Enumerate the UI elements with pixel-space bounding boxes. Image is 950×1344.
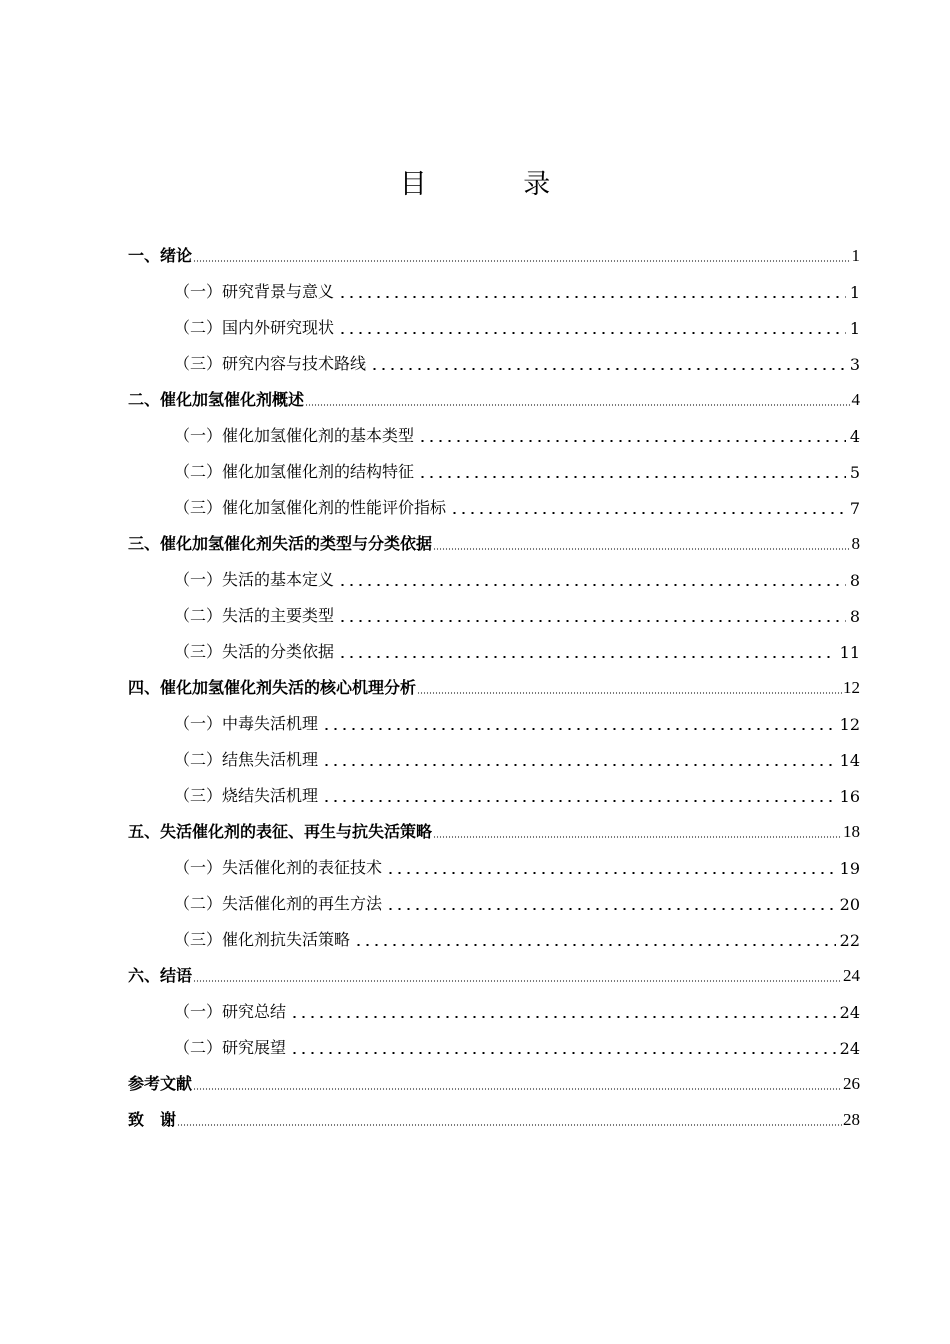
- toc-entry[interactable]: [128, 704, 860, 740]
- toc-page-number: 4: [849, 427, 860, 446]
- toc-dot-leader: [416, 440, 846, 442]
- toc-page-number: 18: [843, 822, 860, 841]
- toc-dot-leader: [433, 548, 850, 550]
- toc-entry[interactable]: [128, 884, 860, 920]
- toc-dot-leader: [433, 836, 842, 838]
- toc-entry-label: （一）研究背景与意义: [174, 282, 335, 301]
- toc-page-number: 8: [849, 607, 860, 626]
- toc-dot-leader: [320, 800, 836, 802]
- toc-entry-label: （二）研究展望: [174, 1038, 287, 1057]
- toc-page-number: 24: [843, 966, 860, 985]
- toc-dot-leader: [177, 1124, 842, 1126]
- toc-page-number: 3: [849, 355, 860, 374]
- toc-entry[interactable]: [128, 1100, 860, 1136]
- toc-dot-leader: [193, 1088, 842, 1090]
- toc-dot-leader: [193, 980, 842, 982]
- toc-entry-label: （一）失活催化剂的表征技术: [174, 858, 383, 877]
- toc-page-number: 5: [849, 463, 860, 482]
- toc-dot-leader: [416, 476, 846, 478]
- toc-entry-label: 一、绪论: [128, 246, 193, 265]
- toc-dot-leader: [320, 764, 836, 766]
- toc-entry-label: （三）催化剂抗失活策略: [174, 930, 351, 949]
- toc-entry[interactable]: [128, 596, 860, 632]
- toc-dot-leader: [352, 944, 836, 946]
- toc-entry-label: （二）失活的主要类型: [174, 606, 335, 625]
- toc-dot-leader: [368, 368, 846, 370]
- toc-entry[interactable]: [128, 272, 860, 308]
- toc-entry[interactable]: [128, 560, 860, 596]
- toc-entry[interactable]: [128, 740, 860, 776]
- toc-entry-label: 六、结语: [128, 966, 193, 985]
- toc-entry-label: （一）中毒失活机理: [174, 714, 319, 733]
- toc-page-number: 8: [851, 534, 860, 553]
- toc-entry-label: （三）烧结失活机理: [174, 786, 319, 805]
- toc-entry-label: （二）国内外研究现状: [174, 318, 335, 337]
- toc-entry-label: 三、催化加氢催化剂失活的类型与分类依据: [128, 534, 433, 553]
- toc-entry-label: （一）失活的基本定义: [174, 570, 335, 589]
- toc-entry-label: 参考文献: [128, 1074, 193, 1093]
- toc-entry[interactable]: [128, 524, 860, 560]
- toc-entry[interactable]: [128, 236, 860, 272]
- toc-page-number: 14: [839, 751, 860, 770]
- toc-page-number: 16: [839, 787, 860, 806]
- toc-page-number: 22: [839, 931, 860, 950]
- toc-entry-label: （一）研究总结: [174, 1002, 287, 1021]
- toc-entry-label: （二）失活催化剂的再生方法: [174, 894, 383, 913]
- toc-entry-label: 四、催化加氢催化剂失活的核心机理分析: [128, 678, 417, 697]
- toc-dot-leader: [336, 584, 846, 586]
- toc-dot-leader: [384, 872, 836, 874]
- toc-entry[interactable]: [128, 668, 860, 704]
- toc-entry[interactable]: [128, 1028, 860, 1064]
- toc-dot-leader: [193, 260, 850, 262]
- toc-entry[interactable]: [128, 1064, 860, 1100]
- toc-page-number: 1: [849, 283, 860, 302]
- toc-page-number: 24: [839, 1039, 860, 1058]
- toc-entry-label: （三）催化加氢催化剂的性能评价指标: [174, 498, 447, 517]
- toc-page-number: 28: [843, 1110, 860, 1129]
- toc-page-number: 24: [839, 1003, 860, 1022]
- toc-entry[interactable]: [128, 812, 860, 848]
- toc-page-number: 26: [843, 1074, 860, 1093]
- toc-page-number: 1: [851, 246, 860, 265]
- toc-entry[interactable]: [128, 632, 860, 668]
- toc-page-number: 20: [839, 895, 860, 914]
- toc-dot-leader: [288, 1016, 836, 1018]
- toc-entry[interactable]: [128, 920, 860, 956]
- toc-entry-label: 五、失活催化剂的表征、再生与抗失活策略: [128, 822, 433, 841]
- toc-page-number: 12: [843, 678, 860, 697]
- toc-entry[interactable]: [128, 344, 860, 380]
- toc-entry[interactable]: [128, 956, 860, 992]
- toc-entry-label: （三）研究内容与技术路线: [174, 354, 367, 373]
- toc-entry-label: （二）结焦失活机理: [174, 750, 319, 769]
- toc-entry[interactable]: [128, 488, 860, 524]
- toc-page-number: 12: [839, 715, 860, 734]
- toc-dot-leader: [384, 908, 836, 910]
- toc-entry-label: （二）催化加氢催化剂的结构特征: [174, 462, 415, 481]
- toc-entry[interactable]: [128, 776, 860, 812]
- toc-page-number: 11: [839, 643, 860, 662]
- page-title: 目 录: [399, 169, 595, 200]
- toc-entry-label: （一）催化加氢催化剂的基本类型: [174, 426, 415, 445]
- toc-entry[interactable]: [128, 452, 860, 488]
- toc-entry-label: 致 谢: [128, 1110, 177, 1129]
- toc-page-number: 8: [849, 571, 860, 590]
- toc-dot-leader: [288, 1052, 836, 1054]
- toc-entry-label: （三）失活的分类依据: [174, 642, 335, 661]
- toc-dot-leader: [320, 728, 836, 730]
- toc-dot-leader: [336, 296, 846, 298]
- toc-entry[interactable]: [128, 992, 860, 1028]
- toc-entry[interactable]: [128, 416, 860, 452]
- toc-dot-leader: [417, 692, 842, 694]
- toc-page-number: 1: [849, 319, 860, 338]
- toc-page-number: 19: [839, 859, 860, 878]
- table-of-contents: [128, 236, 860, 1136]
- toc-dot-leader: [448, 512, 846, 514]
- toc-dot-leader: [305, 404, 850, 406]
- toc-entry[interactable]: [128, 308, 860, 344]
- toc-dot-leader: [336, 332, 846, 334]
- toc-dot-leader: [336, 620, 846, 622]
- toc-entry[interactable]: [128, 848, 860, 884]
- toc-entry[interactable]: [128, 380, 860, 416]
- toc-entry-label: 二、催化加氢催化剂概述: [128, 390, 305, 409]
- toc-page-number: 7: [849, 499, 860, 518]
- toc-page-number: 4: [851, 390, 860, 409]
- toc-dot-leader: [336, 656, 836, 658]
